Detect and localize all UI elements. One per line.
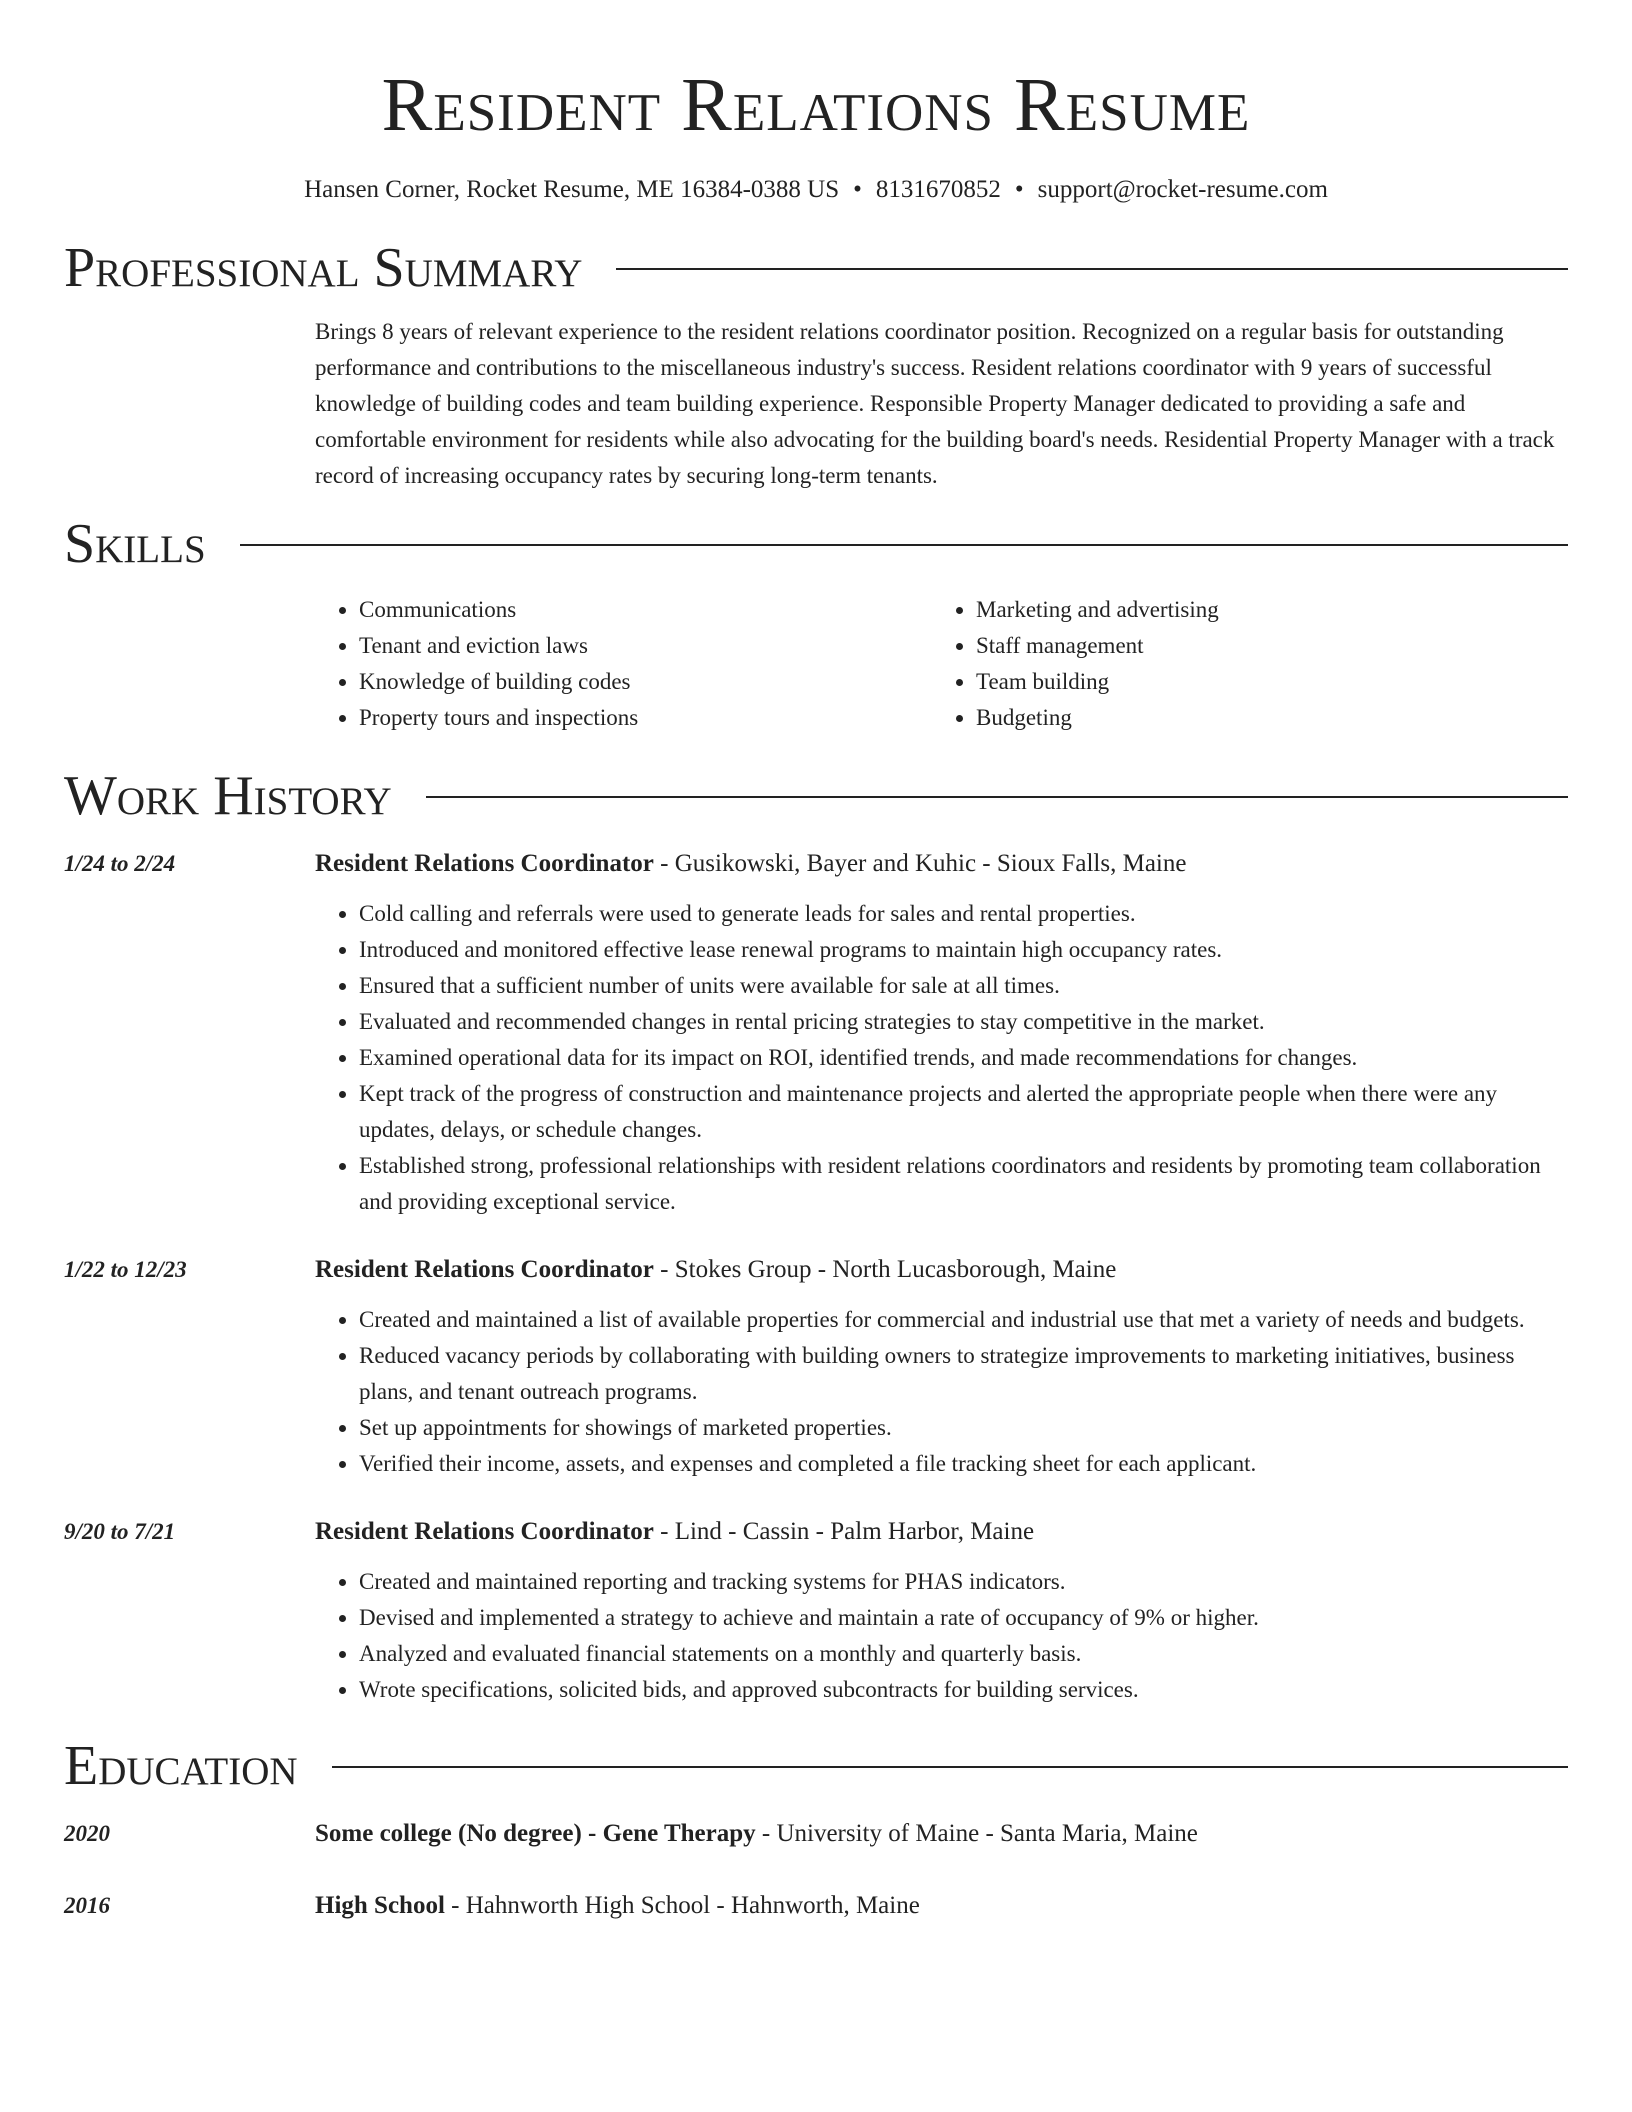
job-body xyxy=(315,1252,1568,1482)
job-employer: - Gusikowski, Bayer and Kuhic - Sioux Falls, Maine xyxy=(653,850,1187,877)
resume-page xyxy=(64,0,1568,1924)
job-title-line xyxy=(315,1514,1568,1550)
job-bullet: • Kept track of the progress of construction and maintenance projects and alerted the appropriate people when there were any updates, delays, or schedule changes. xyxy=(359,1076,1568,1148)
job-bullet: • Verified their income, assets, and expenses and completed a file tracking sheet for each applicant. xyxy=(359,1446,1568,1482)
job-bullet: • Analyzed and evaluated financial statements on a monthly and quarterly basis. xyxy=(359,1636,1568,1672)
education-date: 2020 xyxy=(64,1821,110,1846)
contact-line xyxy=(64,174,1568,206)
job-title-line xyxy=(315,846,1568,882)
education-entry xyxy=(64,1816,1568,1852)
job-bullet: • Wrote specifications, solicited bids, and approved subcontracts for building services. xyxy=(359,1672,1568,1708)
skill-item: • Team building xyxy=(976,664,1549,700)
skill-item: • Staff management xyxy=(976,628,1549,664)
skill-item: • Knowledge of building codes xyxy=(359,664,932,700)
job-bullet: • Set up appointments for showings of marketed properties. xyxy=(359,1410,1568,1446)
job-date: 9/20 to 7/21 xyxy=(64,1519,176,1544)
job-bullet: • Created and maintained reporting and tracking systems for PHAS indicators. xyxy=(359,1564,1568,1600)
job-title: Resident Relations Coordinator xyxy=(315,1256,654,1283)
job-bullets xyxy=(315,896,1568,1220)
skill-item: • Marketing and advertising xyxy=(976,592,1549,628)
section-title-summary: Professional Summary xyxy=(64,237,583,299)
section-header-skills xyxy=(64,512,1568,576)
resume-title: Resident Relations Resume xyxy=(381,63,1251,147)
job-date: 1/22 to 12/23 xyxy=(64,1257,187,1282)
contact-address: Hansen Corner, Rocket Resume, ME 16384-0388 US xyxy=(304,176,840,203)
education-school: - University of Maine - Santa Maria, Maine xyxy=(755,1820,1198,1847)
job-bullet: • Examined operational data for its impact on ROI, identified trends, and made recommendations for changes. xyxy=(359,1040,1568,1076)
job-bullet: • Cold calling and referrals were used to generate leads for sales and rental properties. xyxy=(359,896,1568,932)
section-divider xyxy=(616,268,1568,270)
skill-item: • Tenant and eviction laws xyxy=(359,628,932,664)
job-body xyxy=(315,846,1568,1220)
education-title-line xyxy=(315,1816,1568,1852)
job-entry xyxy=(64,1252,1568,1482)
education-degree: Some college (No degree) - Gene Therapy xyxy=(315,1820,756,1847)
section-title-education: Education xyxy=(64,1735,298,1797)
section-header-summary xyxy=(64,236,1568,300)
section-title-skills: Skills xyxy=(64,513,206,575)
job-bullet: • Ensured that a sufficient number of units were available for sale at all times. xyxy=(359,968,1568,1004)
education-entry xyxy=(64,1888,1568,1924)
job-bullets xyxy=(315,1302,1568,1482)
job-bullet: • Devised and implemented a strategy to achieve and maintain a rate of occupancy of 9% or higher. xyxy=(359,1600,1568,1636)
job-title: Resident Relations Coordinator xyxy=(315,1518,654,1545)
skills-column-left xyxy=(315,592,932,736)
job-employer: - Lind - Cassin - Palm Harbor, Maine xyxy=(653,1518,1035,1545)
section-header-education xyxy=(64,1734,1568,1798)
skill-item: • Communications xyxy=(359,592,932,628)
job-entry xyxy=(64,846,1568,1220)
job-bullet: • Introduced and monitored effective lease renewal programs to maintain high occupancy rates. xyxy=(359,932,1568,968)
job-title: Resident Relations Coordinator xyxy=(315,850,654,877)
education-degree: High School xyxy=(315,1892,445,1919)
job-employer: - Stokes Group - North Lucasborough, Maine xyxy=(653,1256,1117,1283)
job-bullet: • Reduced vacancy periods by collaborating with building owners to strategize improvements to marketing initiatives, business plans, and tenant outreach programs. xyxy=(359,1338,1568,1410)
education-title-line xyxy=(315,1888,1568,1924)
contact-email: support@rocket-resume.com xyxy=(1037,176,1328,203)
contact-phone: 8131670852 xyxy=(875,176,1001,203)
education-school: - Hahnworth High School - Hahnworth, Maine xyxy=(444,1892,920,1919)
skill-item: • Budgeting xyxy=(976,700,1549,736)
section-divider xyxy=(426,796,1568,798)
contact-separator: • xyxy=(1014,176,1024,203)
section-title-work: Work History xyxy=(64,765,392,827)
job-bullet: • Created and maintained a list of available properties for commercial and industrial use that met a variety of needs and budgets. xyxy=(359,1302,1568,1338)
skills-list xyxy=(315,592,1568,736)
job-bullets xyxy=(315,1564,1568,1708)
section-divider xyxy=(332,1766,1568,1768)
summary-text: Brings 8 years of relevant experience to the resident relations coordinator position. Recognized on a regular basis for outstanding performance and contributions to the miscellaneous industry's success. Resident relations coordinator with 9 years of successful knowledge of building codes and team building experience. Responsible Property Manager dedicated to providing a safe and comfortable environment for residents while also advocating for the building board's needs. Residential Property Manager with a track record of increasing occupancy rates by securing long-term tenants. xyxy=(315,319,1555,488)
section-header-work xyxy=(64,764,1568,828)
job-bullet: • Evaluated and recommended changes in rental pricing strategies to stay competitive in the market. xyxy=(359,1004,1568,1040)
job-entry xyxy=(64,1514,1568,1708)
section-divider xyxy=(240,544,1568,546)
skill-item: • Property tours and inspections xyxy=(359,700,932,736)
job-bullet: • Established strong, professional relationships with resident relations coordinators and residents by promoting team collaboration and providing exceptional service. xyxy=(359,1148,1568,1220)
job-body xyxy=(315,1514,1568,1708)
education-date: 2016 xyxy=(64,1893,110,1918)
job-date: 1/24 to 2/24 xyxy=(64,851,176,876)
job-title-line xyxy=(315,1252,1568,1288)
skills-column-right xyxy=(932,592,1549,736)
contact-separator: • xyxy=(853,176,862,203)
